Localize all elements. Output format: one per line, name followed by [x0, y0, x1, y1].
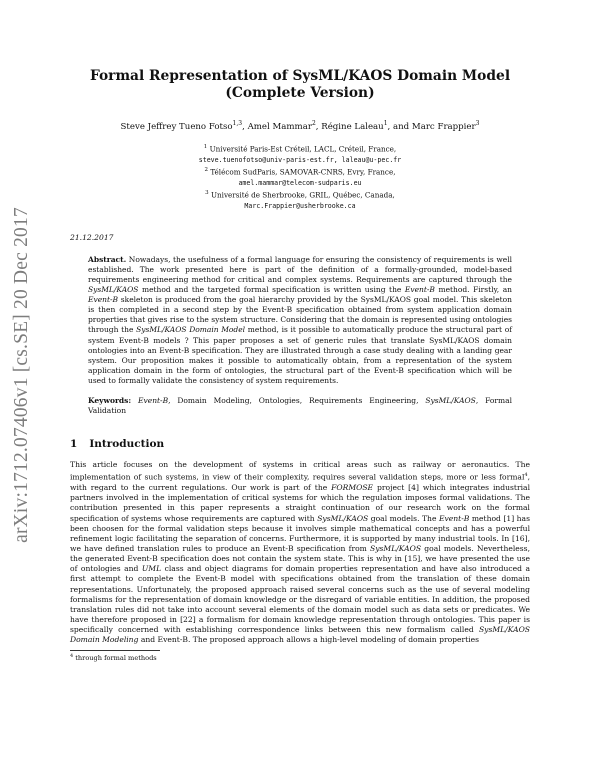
author-list	[70, 118, 530, 133]
affiliation-1: $^1$ Université Paris-Est Créteil, LACL, Créteil, France,	[203, 143, 397, 154]
author: Régine Laleau$^1$, and	[321, 120, 412, 132]
affiliation-2: $^2$ Télécom SudParis, SAMOVAR-CNRS, Evry, France,	[204, 166, 396, 177]
paper-title: Formal Representation of SysML/KAOS Domain Model (Complete Version)	[89, 68, 511, 101]
affiliation-3: $^3$ Université de Sherbrooke, GRIL, Québec, Canada,	[205, 189, 395, 200]
footnote: $^4$ through formal methods	[70, 652, 157, 662]
author: Steve Jeffrey Tueno Fotso$^{1,3}$,	[120, 120, 248, 132]
keywords: Keywords: Event-B, Domain Modeling, Ontologies, Requirements Engineering, SysML/KAOS, Formal Validation	[88, 396, 512, 416]
affiliation-2-email: amel.mammar@telecom-sudparis.eu	[238, 178, 362, 187]
paper-page	[70, 60, 530, 662]
section-title: Introduction	[89, 438, 165, 451]
footnote-divider	[70, 650, 160, 651]
author: Amel Mammar$^2$,	[247, 120, 322, 132]
introduction-paragraph: This article focuses on the development of systems in critical areas such as railway or aeronautics. The implementation of such systems, in view of their complexity, requires several validation steps, more or less formal$^4$, with regard to the current regulations. Our work is part of the FORMOSE project [4] which integrates industrial partners involved in the implementation of critical systems for which the regulation imposes formal validations. The contribution presented in this paper represents a straight continuation of our research work on the formal specification of systems whose requirements are captured with SysML/KAOS goal models. The Event-B method [1] has been choosen for the formal validation steps because it involves simple mathematical concepts and has a powerful refinement logic facilitating the separation of concerns. Furthermore, it is supported by many industrial tools. In [16], we have defined translation rules to produce an Event-B specification from SysML/KAOS goal models. Nevertheless, the generated Event-B specification does not contain the system state. This is why in [15], we have presented the use of ontologies and UML class and object diagrams for domain properties representation and have also introduced a first attempt to complete the Event-B model with specifications obtained from the translation of these domain representations. Unfortunately, the proposed approach raised several concerns such as the use of several modeling formalisms for the representation of domain knowledge or the disregard of variable entities. In addition, the proposed translation rules did not take into account several elements of the domain model such as data sets or predicates. We have therefore proposed in [22] a formalism for domain knowledge representation through ontologies. This paper is specifically concerned with establishing correspondence links between this new formalism called SysML/KAOS Domain Modeling and Event-B. The proposed approach allows a high-level modeling of domain properties	[70, 460, 530, 645]
affiliations	[70, 142, 530, 211]
affiliation-1-email: steve.tuenofotso@univ-paris-est.fr, laleau@u-pec.fr	[198, 155, 402, 164]
abstract: Abstract. Nowadays, the usefulness of a formal language for ensuring the consistency of requirements is well established. The work presented here is part of the definition of a formally-grounded, model-based requirements engineering method for critical and complex systems. Requirements are captured through the SysML/KAOS method and the targeted formal specification is written using the Event-B method. Firstly, an Event-B skeleton is produced from the goal hierarchy provided by the SysML/KAOS goal model. This skeleton is then completed in a second step by the Event-B specification obtained from system application domain properties that gives rise to the system structure. Considering that the domain is represented using ontologies through the SysML/KAOS Domain Model method, is it possible to automatically produce the structural part of system Event-B models ? This paper proposes a set of generic rules that translate SysML/KAOS domain ontologies into an Event-B specification. They are illustrated through a case study dealing with a landing gear system. Our proposition makes it possible to automatically obtain, from a representation of the system application domain in the form of ontologies, the structural part of the Event-B specification which will be used to formally validate the consistency of system requirements.	[88, 254, 512, 385]
section-number: 1	[70, 438, 78, 451]
arxiv-sidebar	[6, 200, 38, 550]
paper-date: 21.12.2017	[70, 232, 114, 242]
arxiv-identifier: arXiv:1712.07406v1 [cs.SE] 20 Dec 2017	[11, 207, 33, 543]
section-heading	[70, 438, 530, 450]
affiliation-3-email: Marc.Frappier@usherbrooke.ca	[244, 201, 356, 210]
author: Marc Frappier$^3$	[411, 120, 480, 132]
